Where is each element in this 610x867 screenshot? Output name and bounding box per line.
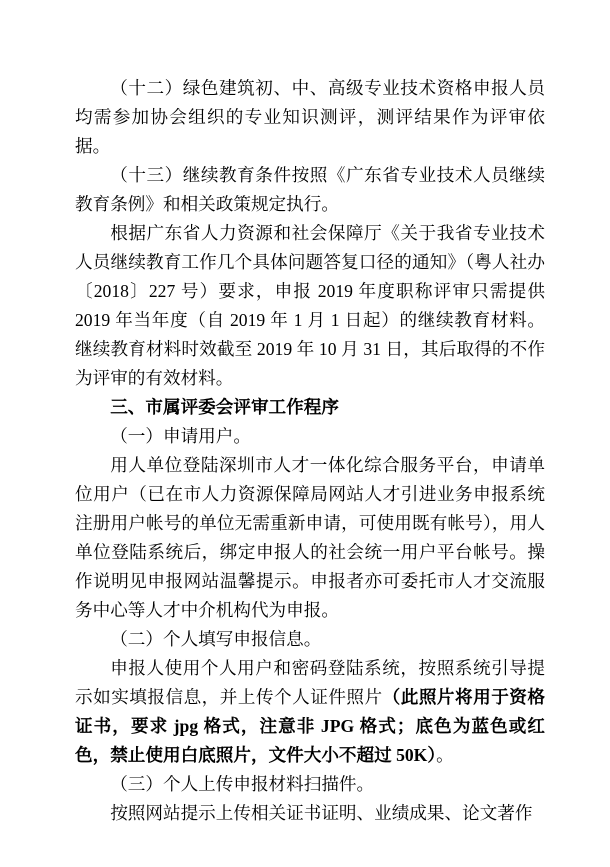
paragraph-text: 根据广东省人力资源和社会保障厅《关于我省专业技术人员继续教育工作几个具体问题答复口径的通知》（粤人社办〔2018〕227 号）要求，申报 2019 年度职称评审只需提供 2019 年当年度（自 2019 年 1 月 1 日起）的继续教育材料。继续教育材料时效截至 2019 年 10 月 31 日，其后取得的不作为评审的有效材料。 [75,223,545,388]
paragraph-text: （十二）绿色建筑初、中、高级专业技术资格申报人员均需参加协会组织的专业知识测评，测评结果作为评审依据。 [75,78,545,156]
paragraph-text: （三）个人上传申报材料扫描件。 [110,774,375,794]
paragraph-step-3-body [75,799,545,828]
section-heading-text: 三、市属评委会评审工作程序 [110,397,339,417]
paragraph-step-1-heading [75,422,545,451]
paragraph-text: 按照网站提示上传相关证书证明、业绩成果、论文著作 [110,803,533,823]
paragraph-text: （十三）继续教育条件按照《广东省专业技术人员继续教育条例》和相关政策规定执行。 [75,165,545,214]
paragraph-text: （二）个人填写申报信息。 [110,629,322,649]
paragraph-step-1-body [75,451,545,625]
paragraph-step-3-heading [75,770,545,799]
section-heading-review-procedure [75,393,545,422]
paragraph-text: 。 [436,745,454,765]
paragraph-clause-12 [75,74,545,161]
paragraph-text: 申报人使用个人用户和密码登陆系统，按照系统引导提示如实填报信息，并上传个人证件照片 [75,658,545,707]
paragraph-step-2-body [75,654,545,770]
paragraph-text: 用人单位登陆深圳市人才一体化综合服务平台，申请单位用户（已在市人力资源保障局网站人才引进业务申报系统注册用户帐号的单位无需重新申请，可使用既有帐号），用人单位登陆系统后，绑定申报人的社会统一用户平台帐号。操作说明见申报网站温馨提示。申报者亦可委托市人才交流服务中心等人才中介机构代为申报。 [75,455,545,620]
paragraph-clause-13 [75,161,545,219]
paragraph-continuing-education-notice [75,219,545,393]
paragraph-text: （一）申请用户。 [110,426,251,446]
document-content [75,74,545,828]
paragraph-step-2-heading [75,625,545,654]
photo-requirements-bold-text: （此照片将用于资格证书，要求 jpg 格式，注意非 JPG 格式；底色为蓝色或红色，禁止使用白底照片，文件大小不超过 50K） [75,687,545,765]
